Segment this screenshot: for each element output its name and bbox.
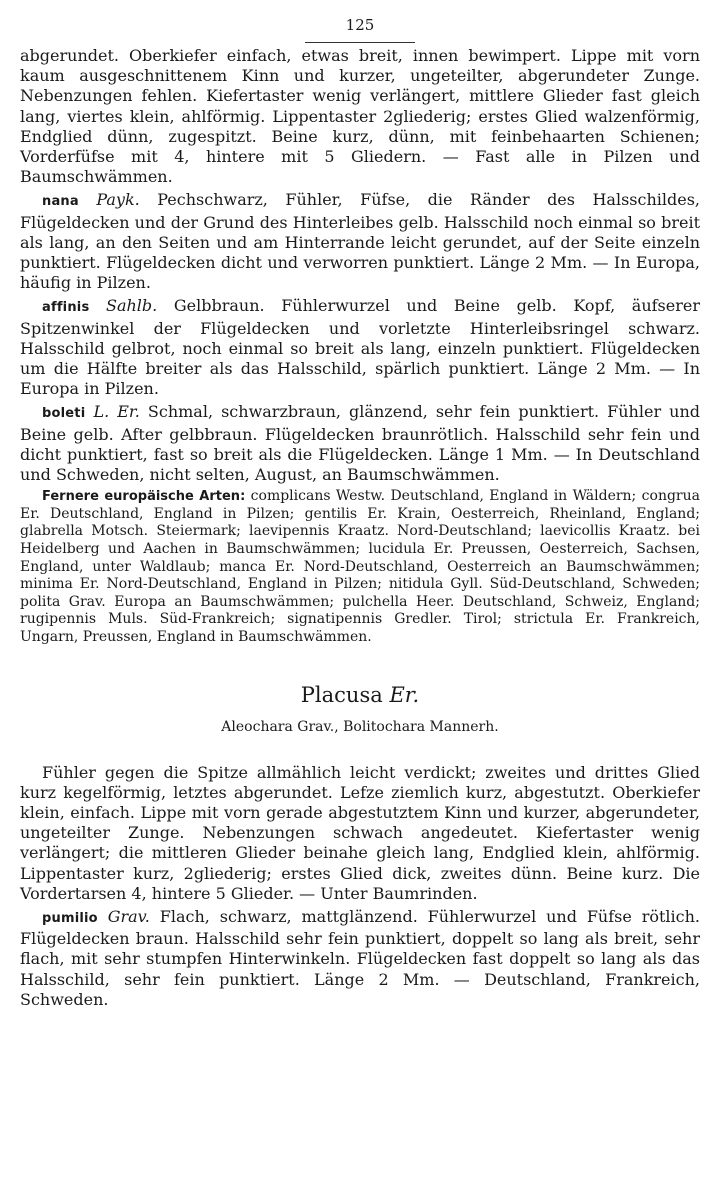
species-entry-boleti (20, 402, 700, 485)
species-description: Schmal, schwarzbraun, glänzend, sehr fein punktiert. Fühler und Beine gelb. After gelbbraun. Flügeldecken braunrötlich. Halsschild sehr fein und dicht punktiert, fast so breit als die Flügeldecken. Länge 1 Mm. — In Deutschland und Schweden, nicht selten, August, an Baumschwämmen. (20, 402, 700, 485)
species-description: Gelbbraun. Fühlerwurzel und Beine gelb. Kopf, äufserer Spitzenwinkel der Flügeldecken und vorletzte Hinterleibsringel schwarz. Halsschild gelbrot, noch einmal so breit als lang, einzeln punktiert. Flügeldecken um die Hälfte breiter als das Halsschild, spärlich punktiert. Länge 2 Mm. — In Europa in Pilzen. (20, 296, 700, 399)
species-description: Pechschwarz, Fühler, Füfse, die Ränder des Halsschildes, Flügeldecken und der Grund des Hinterleibes gelb. Halsschild noch einmal so breit als lang, an den Seiten und am Hinterrande leicht gerundet, auf der Seite einzeln punktiert. Flügeldecken dicht und verworren punktiert. Länge 2 Mm. — In Europa, häufig in Pilzen. (20, 190, 700, 293)
species-name: boleti (42, 406, 86, 422)
genus-synonyms: Aleochara Grav., Bolitochara Mannerh. (221, 718, 499, 735)
species-entry-pumilio (20, 907, 700, 1010)
species-author: Sahlb. (106, 296, 158, 316)
species-entry-affinis (20, 296, 700, 399)
genus-description: Fühler gegen die Spitze allmählich leicht verdickt; zweites und drittes Glied kurz kegelförmig, letztes abgerundet. Lefze ziemlich kurz, abgestutzt. Oberkiefer klein, einfach. Lippe mit vorn gerade abgestutztem Kinn und kurzer, abgerundeter, ungeteilter Zunge. Nebenzungen schwach angedeutet. Kiefertaster wenig verlängert; die mittleren Glieder beinahe gleich lang, Endglied klein, ahlförmig. Lippentaster kurz, 2gliederig; erstes Glied dick, zweites dünn. Beine kurz. Die Vordertarsen 4, hintere 5 Glieder. — Unter Baumrinden. (20, 762, 700, 903)
species-author: Payk. (96, 190, 140, 210)
book-page (20, 16, 700, 1010)
genus-author: Er. (389, 682, 420, 707)
page-number: 125 (20, 16, 700, 34)
species-author: Grav. (107, 907, 150, 927)
species-description: Flach, schwarz, mattglänzend. Fühlerwurzel und Füfse rötlich. Flügeldecken braun. Halsschild sehr fein punktiert, doppelt so lang als breit, sehr flach, mit sehr stumpfen Hinterwinkeln. Flügeldecken fast doppelt so lang als das Halsschild, sehr fein punktiert. Länge 2 Mm. — Deutschland, Frankreich, Schweden. (20, 907, 700, 1009)
genus-name: Placusa (300, 682, 383, 707)
intro-paragraph: abgerundet. Oberkiefer einfach, etwas breit, innen bewimpert. Lippe mit vorn kaum ausgeschnittenem Kinn und kurzer, ungeteilter, abgerundeter Zunge. Nebenzungen fehlen. Kiefertaster wenig verlängert, mittlere Glieder fast gleich lang, viertes klein, ahlförmig. Lippentaster 2gliederig; erstes Glied walzenförmig, Endglied dünn, zugespitzt. Beine kurz, dünn, mit feinbehaarten Schienen; Vorderfüfse mit 4, hintere mit 5 Gliedern. — Fast alle in Pilzen und Baumschwämmen. (20, 46, 700, 187)
further-species-heading: Fernere europäische Arten: (42, 489, 246, 505)
species-author: L. Er. (93, 402, 140, 422)
species-name: nana (42, 194, 79, 210)
genus-heading (20, 683, 700, 707)
species-name: pumilio (42, 911, 98, 927)
further-species-paragraph (20, 488, 700, 646)
species-entry-nana (20, 190, 700, 293)
species-name: affinis (42, 300, 90, 316)
further-species-list: complicans Westw. Deutschland, England in Wäldern; congrua Er. Deutschland, England in Pilzen; gentilis Er. Krain, Oesterreich, Rheinland, England; glabrella Motsch. Steiermark; laevipennis Kraatz. Nord-Deutschland; laevicollis Kraatz. bei Heidelberg und Aachen in Baumschwämmen; lucidula Er. Preussen, Oesterreich, Sachsen, England, unter Waldlaub; manca Er. Nord-Deutschland, Oesterreich an Baumschwämmen; minima Er. Nord-Deutschland, England in Pilzen; nitidula Gyll. Süd-Deutschland, Schweden; polita Grav. Europa an Baumschwämmen; pulchella Heer. Deutschland, Schweiz, England; rugipennis Muls. Süd-Frankreich; signatipennis Gredler. Tirol; strictula Er. Frankreich, Ungarn, Preussen, England in Baumschwämmen. (20, 488, 700, 646)
